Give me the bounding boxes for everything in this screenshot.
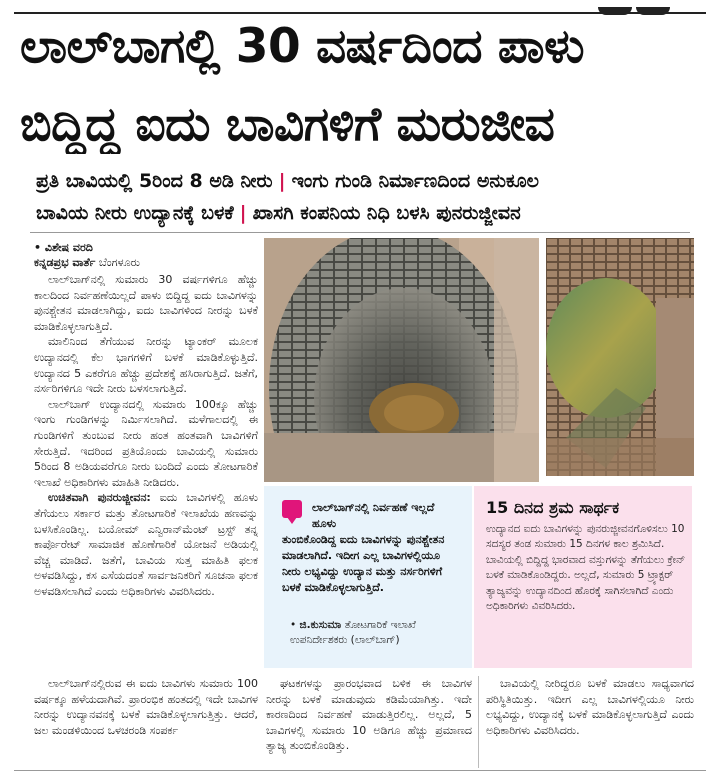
paragraph: ಲಾಲ್‌ಬಾಗ್‌ನಲ್ಲಿ ಸುಮಾರು 30 ವರ್ಷಗಳಿಗೂ ಹೆಚ್ಚು ಕಾಲದಿಂದ ನಿರ್ವಹಣೆಯಿಲ್ಲದೆ ಪಾಳು ಬಿದ್ದಿದ್ದ ಐದು ಬಾವಿಗಳನ್ನು ಪುನಶ್ಚೇತನ ಮಾಡಲಾಗಿದ್ದು, ಐದು ಬಾವಿಗಳಿಂದ ನೀರನ್ನು ಬಳಕೆ ಮಾಡಿಕೊಳ್ಳಲಾಗುತ್ತಿದೆ. bbox=[34, 273, 258, 333]
headline-line-2: ಬಿದ್ದಿದ್ದ ಐದು ಬಾವಿಗಳಿಗೆ ಮರುಜೀವ bbox=[20, 97, 555, 152]
quote-text bbox=[282, 500, 462, 596]
headline-line-1: ಲಾಲ್‌ಬಾಗಲ್ಲಿ 30 ವರ್ಷದಿಂದ ಪಾಳು bbox=[20, 19, 585, 74]
bottom-rule bbox=[14, 770, 706, 771]
quote-author: • ಜಿ.ಕುಸುಮಾ ತೋಟಗಾರಿಕೆ ಇಲಾಖೆ ಉಪನಿರ್ದೇಶಕರು (ಲಾಲ್‌ಬಾಗ್) bbox=[290, 619, 416, 646]
quote-body: ತುಂಬಿಕೊಂಡಿದ್ದ ಐದು ಬಾವಿಗಳನ್ನು ಪುನಶ್ಚೇತನ ಮಾಡಲಾಗಿದೆ. ಇದೀಗ ಎಲ್ಲ ಬಾವಿಗಳಲ್ಲಿಯೂ ನೀರು ಲಭ್ಯವಿದ್ದು ಉದ್ಯಾನ ಮತ್ತು ನರ್ಸರಿಗಳಿಗೆ ಬಳಕೆ ಮಾಡಿಕೊಳ್ಳಲಾಗುತ್ತಿದೆ. bbox=[282, 533, 445, 594]
paragraph: ಘಟಕಗಳನ್ನು ಪ್ರಾರಂಭವಾದ ಬಳಿಕ ಈ ಬಾವಿಗಳ ನೀರನ್ನು ಬಳಕೆ ಮಾಡುವುದು ಕಡಿಮೆಯಾಗಿತ್ತು. ಇದೇ ಕಾರಣದಿಂದ ನಿರ್ವಹಣೆ ಮಾಡುತ್ತಿರಲಿಲ್ಲ. ಅಲ್ಲದೆ, 5 ಬಾವಿಗಳಲ್ಲಿ ಸುಮಾರು 10 ಅಡಿಗೂ ಹೆಚ್ಚು ಪ್ರಮಾಣದ ತ್ಯಾಜ್ಯ ತುಂಬಿಕೊಂಡಿತ್ತು. bbox=[266, 677, 472, 753]
subhead-item: ಪ್ರತಿ ಬಾವಿಯಲ್ಲಿ 5ರಿಂದ 8 ಅಡಿ ನೀರು bbox=[36, 170, 273, 192]
paper-name: ಕನ್ನಡಪ್ರಭ ವಾರ್ತೆ bbox=[34, 256, 96, 269]
subhead-rule bbox=[30, 232, 690, 233]
paragraph: ಲಾಲ್‌ಬಾಗ್ ಉದ್ಯಾನದಲ್ಲಿ ಸುಮಾರು 100ಕ್ಕೂ ಹೆಚ್ಚು ಇಂಗು ಗುಂಡಿಗಳನ್ನು ನಿರ್ಮಿಸಲಾಗಿದೆ. ಮಳೆಗಾಲದಲ್ಲಿ ಈ ಗುಂಡಿಗಳಿಗೆ ತುಂಬುವ ನೀರು ಹಂತ ಹಂತವಾಗಿ ಬಾವಿಗಳಿಗೆ ಸೇರುತ್ತಿದೆ. ಇದರಿಂದ ಪ್ರತಿಯೊಂದು ಬಾವಿಯಲ್ಲಿ ಸುಮಾರು 5ರಿಂದ 8 ಅಡಿಯವರೆಗೂ ನೀರು ಬಂದಿದೆ ಎಂದು ತೋಟಗಾರಿಕೆ ಇಲಾಖೆ ಅಧಿಕಾರಿಗಳು ಮಾಹಿತಿ ನೀಡಿದರು. bbox=[34, 397, 258, 489]
subhead-separator: | bbox=[278, 170, 286, 192]
subhead-separator: | bbox=[239, 202, 247, 224]
paragraph bbox=[34, 490, 258, 599]
article-column-1-bottom bbox=[34, 676, 258, 768]
masthead-decoration bbox=[594, 0, 714, 10]
byline bbox=[34, 240, 264, 270]
quote-author-title: ಉಪನಿರ್ದೇಶಕರು (ಲಾಲ್‌ಬಾಗ್) bbox=[290, 634, 400, 646]
subhead-item: ಖಾಸಗಿ ಕಂಪನಿಯ ನಿಧಿ ಬಳಸಿ ಪುನರುಜ್ಜೀವನ bbox=[252, 202, 521, 224]
dateline-city: ಬೆಂಗಳೂರು bbox=[98, 256, 140, 269]
column-divider bbox=[478, 676, 479, 768]
article-column-3 bbox=[486, 676, 694, 768]
stone-well-photo bbox=[264, 238, 539, 482]
subhead-line-1 bbox=[36, 166, 706, 196]
paragraph: ಲಾಲ್‌ಬಾಗ್‌ನಲ್ಲಿರುವ ಈ ಐದು ಬಾವಿಗಳು ಸುಮಾರು 100 ವರ್ಷಕ್ಕೂ ಹಳೆಯದಾಗಿವೆ. ಪ್ರಾರಂಭಿಕ ಹಂತದಲ್ಲಿ ಇದೇ ಬಾವಿಗಳ ನೀರನ್ನು ಉದ್ಯಾನವನಕ್ಕೆ ಬಳಕೆ ಮಾಡಿಕೊಳ್ಳಲಾಗುತ್ತಿತ್ತು. ಆದರೆ, ಜಲ ಮಂಡಳಿಯಿಂದ ಒಳಚರಂಡಿ ಸಂಪರ್ಕ bbox=[34, 677, 258, 737]
subhead-line-2 bbox=[36, 198, 706, 228]
pull-quote bbox=[264, 486, 472, 668]
article-column-1 bbox=[34, 272, 258, 672]
paragraph-text: ಐದು ಬಾವಿಗಳಲ್ಲಿ ಹೂಳು ತೆಗೆಯಲು ಸರ್ಕಾರ ಮತ್ತು ತೋಟಗಾರಿಕೆ ಇಲಾಖೆಯ ಹಣವನ್ನು ಬಳಸಿಕೊಂಡಿಲ್ಲ. ಬಯೋಮ್ ಎನ್ವಿರಾನ್‌ಮೆಂಟ್ ಟ್ರಸ್ಟ್ ತನ್ನ ಕಾರ್ಪೊರೇಟ್ ಸಾಮಾಜಿಕ ಹೊಣೆಗಾರಿಕೆ ಯೋಜನೆ ಅಡಿಯಲ್ಲಿ ವೆಚ್ಚ ಮಾಡಿದೆ. ಜತೆಗೆ, ಬಾವಿಯ ಸುತ್ತ ಮಾಹಿತಿ ಫಲಕ ಅಳವಡಿಸಿದ್ದು, ಕಸ ಎಸೆಯದಂತೆ ಸಾರ್ವಜನಿಕರಿಗೆ ಸೂಚನಾ ಫಲಕ ಅಳವಡಿಸಲಾಗಿದೆ ಎಂದು ಅಧಿಕಾರಿಗಳು ವಿವರಿಸಿದರು. bbox=[34, 491, 258, 598]
sidebar-text: ಉದ್ಯಾನದ ಐದು ಬಾವಿಗಳನ್ನು ಪುನರುಜ್ಜೀವನಗೊಳಿಸಲು 10 ಸದಸ್ಯರ ತಂಡ ಸುಮಾರು 15 ದಿನಗಳ ಕಾಲ ಶ್ರಮಿಸಿದೆ. ಬಾವಿಯಲ್ಲಿ ಬಿದ್ದಿದ್ದ ಭಾರವಾದ ವಸ್ತುಗಳನ್ನು ತೆಗೆಯಲು ಕ್ರೇನ್ ಬಳಕೆ ಮಾಡಿಕೊಂಡಿದ್ದರು. ಅಲ್ಲದೆ, ಸುಮಾರು 5 ಟ್ರ್ಯಾಕ್ಟರ್ ತ್ಯಾಜ್ಯವನ್ನು ಉದ್ಯಾನದಿಂದ ಹೊರಕ್ಕೆ ಸಾಗಿಸಲಾಗಿದೆ ಎಂದು ಅಧಿಕಾರಿಗಳು ವಿವರಿಸಿದರು. bbox=[486, 523, 686, 613]
top-rule bbox=[14, 12, 706, 14]
reporter-label: ವಿಶೇಷ ವರದಿ bbox=[44, 241, 93, 254]
paragraph: ಮಾಲಿನಿಂದ ತೆಗೆಯುವ ನೀರನ್ನು ಟ್ಯಾಂಕರ್ ಮೂಲಕ ಉದ್ಯಾನದಲ್ಲಿ ಕೆಲ ಭಾಗಗಳಿಗೆ ಬಳಕೆ ಮಾಡಿಕೊಳ್ಳುತ್ತಿದೆ. ಉದ್ಯಾನದ 5 ಎಕರೆಗೂ ಹೆಚ್ಚು ಪ್ರದೇಶಕ್ಕೆ ಹಸಿರಾಗುತ್ತಿದೆ. ಜತೆಗೆ, ನರ್ಸರಿಗಳಿಗೂ ಇದೇ ನೀರು ಬಳಸಲಾಗುತ್ತಿದೆ. bbox=[34, 335, 258, 396]
subhead-item: ಬಾವಿಯ ನೀರು ಉದ್ಯಾನಕ್ಕೆ ಬಳಕೆ bbox=[36, 202, 234, 224]
quote-lead: ಲಾಲ್‌ಬಾಗ್‌ನಲ್ಲಿ ನಿರ್ವಹಣೆ ಇಲ್ಲದೆ ಹೂಳು bbox=[312, 501, 435, 530]
sidebar-box bbox=[474, 486, 692, 668]
paragraph: ಬಾವಿಯಲ್ಲಿ ನೀರಿದ್ದರೂ ಬಳಕೆ ಮಾಡಲು ಸಾಧ್ಯವಾಗದ ಪರಿಸ್ಥಿತಿಯಿತ್ತು. ಇದೀಗ ಎಲ್ಲ ಬಾವಿಗಳಲ್ಲಿಯೂ ನೀರು ಲಭ್ಯವಿದ್ದು, ಉದ್ಯಾನಕ್ಕೆ ಬಳಕೆ ಮಾಡಿಕೊಳ್ಳಲಾಗುತ್ತಿದೆ ಎಂದು ಅಧಿಕಾರಿಗಳು ವಿವರಿಸಿದರು. bbox=[486, 677, 694, 737]
quote-author-name: ಜಿ.ಕುಸುಮಾ bbox=[299, 619, 342, 631]
article-column-2 bbox=[266, 676, 472, 768]
subhead-item: ಇಂಗು ಗುಂಡಿ ನಿರ್ಮಾಣದಿಂದ ಅನುಕೂಲ bbox=[291, 170, 539, 192]
paragraph-lead: ಉಚಿತವಾಗಿ ಪುನರುಜ್ಜೀವನ: bbox=[48, 491, 151, 505]
quote-author-role: ತೋಟಗಾರಿಕೆ ಇಲಾಖೆ bbox=[344, 619, 416, 631]
well-with-reflection-photo bbox=[546, 238, 694, 476]
sidebar-title: 15 ದಿನದ ಶ್ರಮ ಸಾರ್ಥಕ bbox=[486, 498, 620, 517]
bullet-icon: • bbox=[34, 241, 45, 254]
